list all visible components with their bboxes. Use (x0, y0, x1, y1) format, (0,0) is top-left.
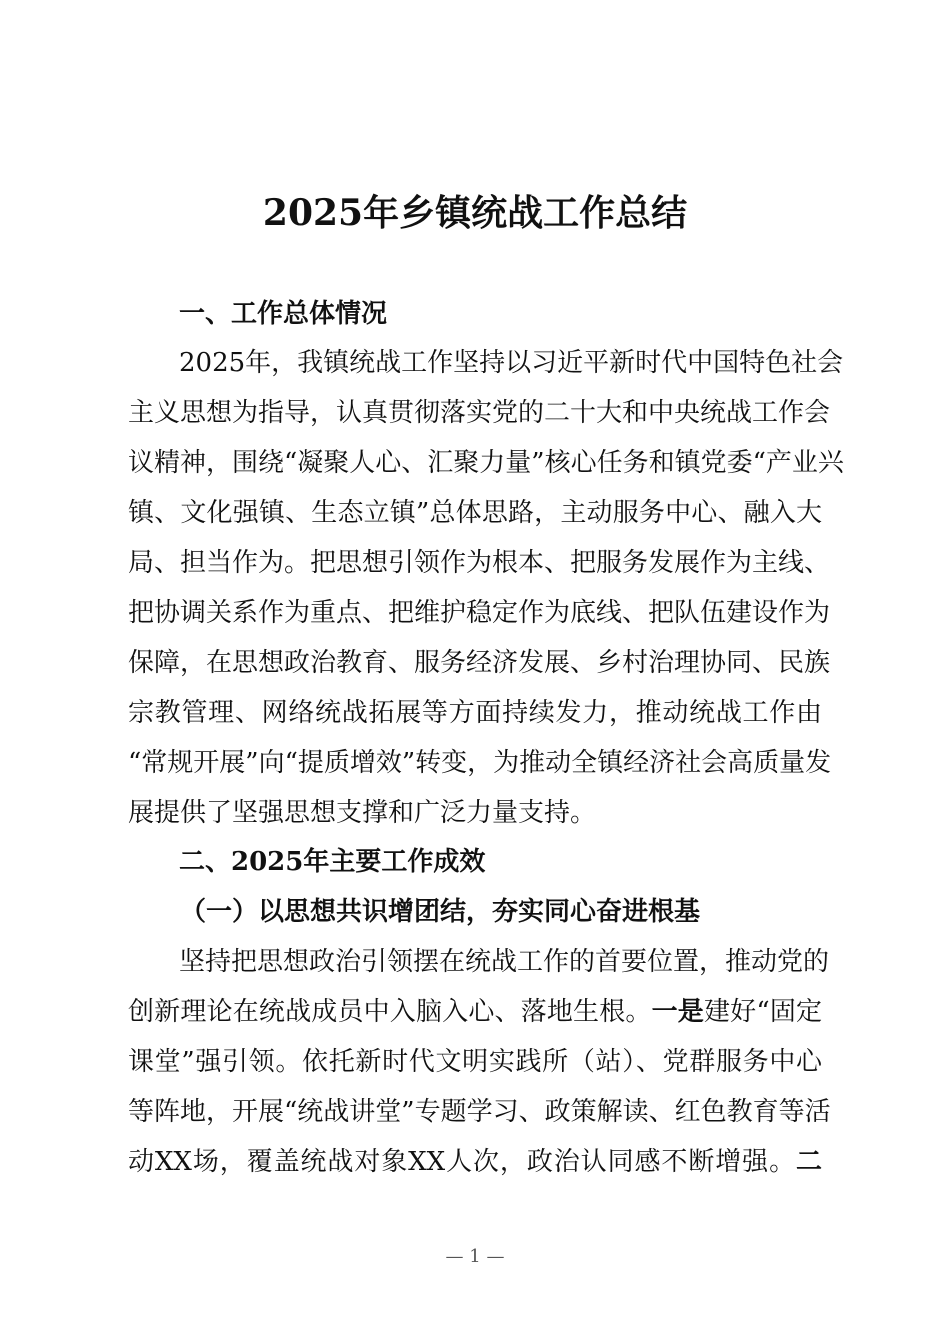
paragraph-line: 主义思想为指导，认真贯彻落实党的二十大和中央统战工作会 (128, 398, 831, 428)
paragraph-text: 建好“固定 (703, 997, 822, 1027)
paragraph-line: 宗教管理、网络统战拓展等方面持续发力，推动统战工作由 (128, 698, 822, 728)
subsection-heading-1: （一）以思想共识增团结，夯实同心奋进根基 (180, 897, 701, 927)
paragraph-line: 等阵地，开展“统战讲堂”专题学习、政策解读、红色教育等活 (128, 1097, 831, 1127)
paragraph-text: 创新理论在统战成员中入脑入心、落地生根。 (128, 997, 652, 1027)
paragraph-line: 镇、文化强镇、生态立镇”总体思路，主动服务中心、融入大 (128, 498, 822, 528)
paragraph-line: 坚持把思想政治引领摆在统战工作的首要位置，推动党的 (179, 947, 830, 977)
bold-marker: 二 (795, 1147, 822, 1177)
paragraph-text: 动XX场，覆盖统战对象XX人次，政治认同感不断增强。 (128, 1147, 796, 1177)
paragraph-line: “常规开展”向“提质增效”转变，为推动全镇经济社会高质量发 (128, 748, 832, 778)
paragraph-line: 保障，在思想政治教育、服务经济发展、乡村治理协同、民族 (128, 648, 831, 678)
page-title: 2025年乡镇统战工作总结 (262, 192, 688, 234)
paragraph-line: 展提供了坚强思想支撑和广泛力量支持。 (128, 798, 597, 828)
paragraph-line: 课堂”强引领。依托新时代文明实践所（站）、党群服务中心 (128, 1047, 822, 1077)
section-heading-2: 二、2025年主要工作成效 (179, 847, 486, 877)
paragraph-line: 2025年，我镇统战工作坚持以习近平新时代中国特色社会 (179, 348, 844, 378)
section-heading-1: 一、工作总体情况 (179, 299, 388, 329)
bold-marker: 一是 (651, 997, 704, 1027)
paragraph-line: 局、担当作为。把思想引领作为根本、把服务发展作为主线、 (128, 548, 831, 578)
paragraph-line: 把协调关系作为重点、把维护稳定作为底线、把队伍建设作为 (128, 598, 831, 628)
page-number: — 1 — (445, 1246, 505, 1267)
paragraph-line: 议精神，围绕“凝聚人心、汇聚力量”核心任务和镇党委“产业兴 (128, 448, 844, 478)
paragraph-line (128, 994, 822, 1030)
paragraph-line (128, 1144, 822, 1180)
